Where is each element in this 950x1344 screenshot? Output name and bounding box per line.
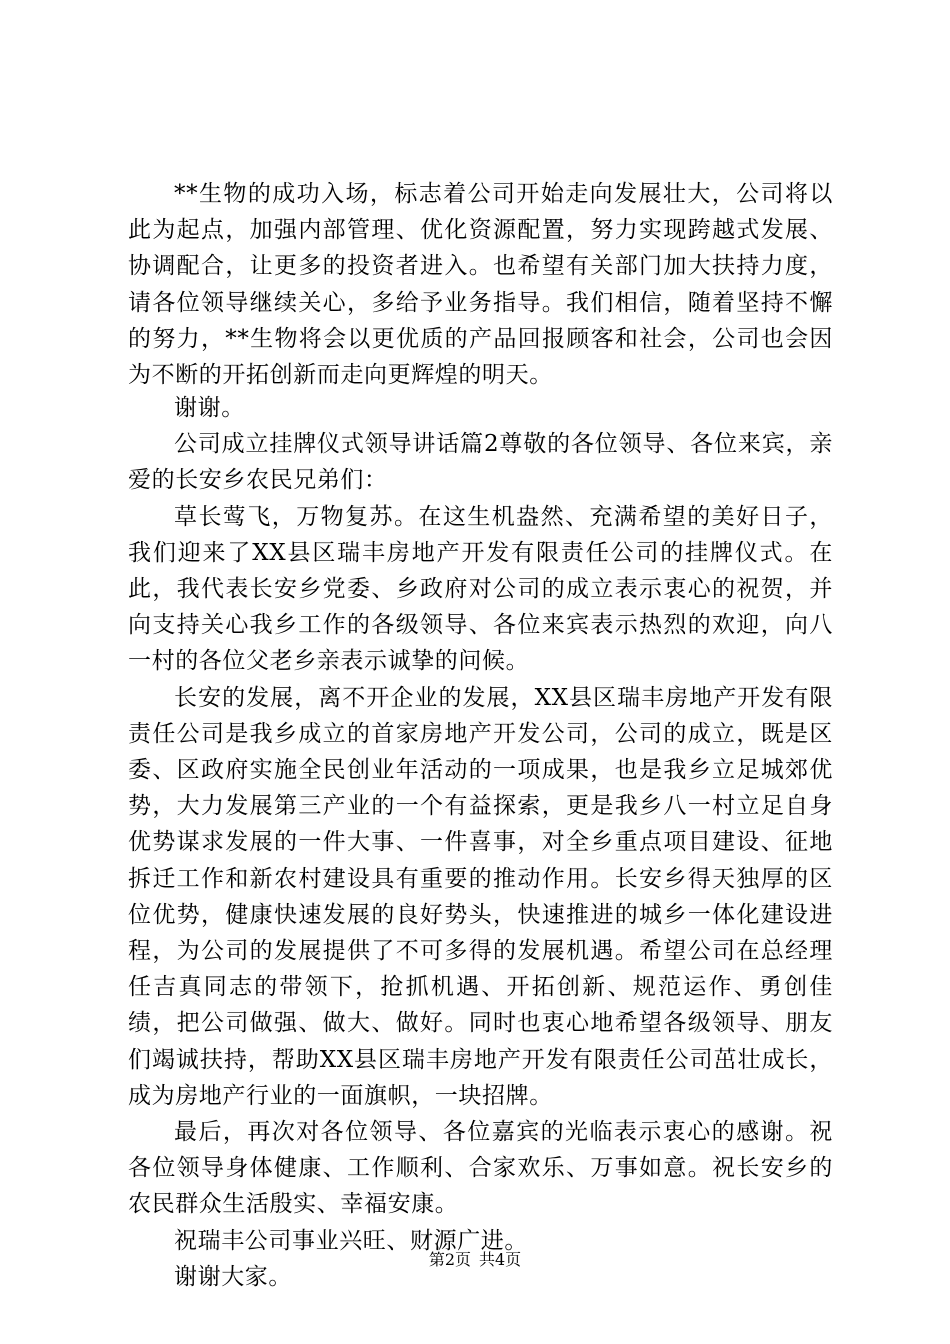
paragraph: 祝瑞丰公司事业兴旺、财源广进。 — [174, 1227, 528, 1254]
paragraph: 公司成立挂牌仪式领导讲话篇2尊敬的各位领导、各位来宾，亲爱的长安乡农民兄弟们： — [128, 431, 833, 494]
paragraph: **生物的成功入场，标志着公司开始走向发展壮大，公司将以此为起点，加强内部管理、优化资源配置，努力实现跨越式发展、协调配合，让更多的投资者进入。也希望有关部门加大扶持力度，请各位领导继续关心，多给予业务指导。我们相信，随着坚持不懈的努力，**生物将会以更优质的产品回报顾客和社会，公司也会因为不断的开拓创新而走向更辉煌的明天。 — [128, 181, 833, 389]
text-section-top — [128, 176, 833, 393]
paragraph: 谢谢大家。 — [174, 1263, 292, 1290]
page-footer — [0, 1249, 950, 1271]
page-number: 第2页 — [428, 1250, 471, 1269]
text-section-main — [128, 390, 833, 1295]
paragraph: 谢谢。 — [174, 395, 245, 421]
page-total: 共4页 — [479, 1250, 522, 1269]
paragraph: 最后，再次对各位领导、各位嘉宾的光临表示衷心的感谢。祝各位领导身体健康、工作顺利、合家欢乐、万事如意。祝长安乡的农民群众生活殷实、幸福安康。 — [128, 1119, 833, 1218]
paragraph: 草长莺飞，万物复苏。在这生机盎然、充满希望的美好日子，我们迎来了XX县区瑞丰房地产开发有限责任公司的挂牌仪式。在此，我代表长安乡党委、乡政府对公司的成立表示衷心的祝贺，并向支持关心我乡工作的各级领导、各位来宾表示热烈的欢迎，向八一村的各位父老乡亲表示诚挚的问候。 — [128, 503, 833, 675]
paragraph: 长安的发展，离不开企业的发展，XX县区瑞丰房地产开发有限责任公司是我乡成立的首家房地产开发公司，公司的成立，既是区委、区政府实施全民创业年活动的一项成果，也是我乡立足城郊优势，大力发展第三产业的一个有益探索，更是我乡八一村立足自身优势谋求发展的一件大事、一件喜事，对全乡重点项目建设、征地拆迁工作和新农村建设具有重要的推动作用。长安乡得天独厚的区位优势，健康快速发展的良好势头，快速推进的城乡一体化建设进程，为公司的发展提供了不可多得的发展机遇。希望公司在总经理任吉真同志的带领下，抢抓机遇、开拓创新、规范运作、勇创佳绩，把公司做强、做大、做好。同时也衷心地希望各级领导、朋友们竭诚扶持，帮助XX县区瑞丰房地产开发有限责任公司茁壮成长，成为房地产行业的一面旗帜，一块招牌。 — [128, 684, 833, 1109]
